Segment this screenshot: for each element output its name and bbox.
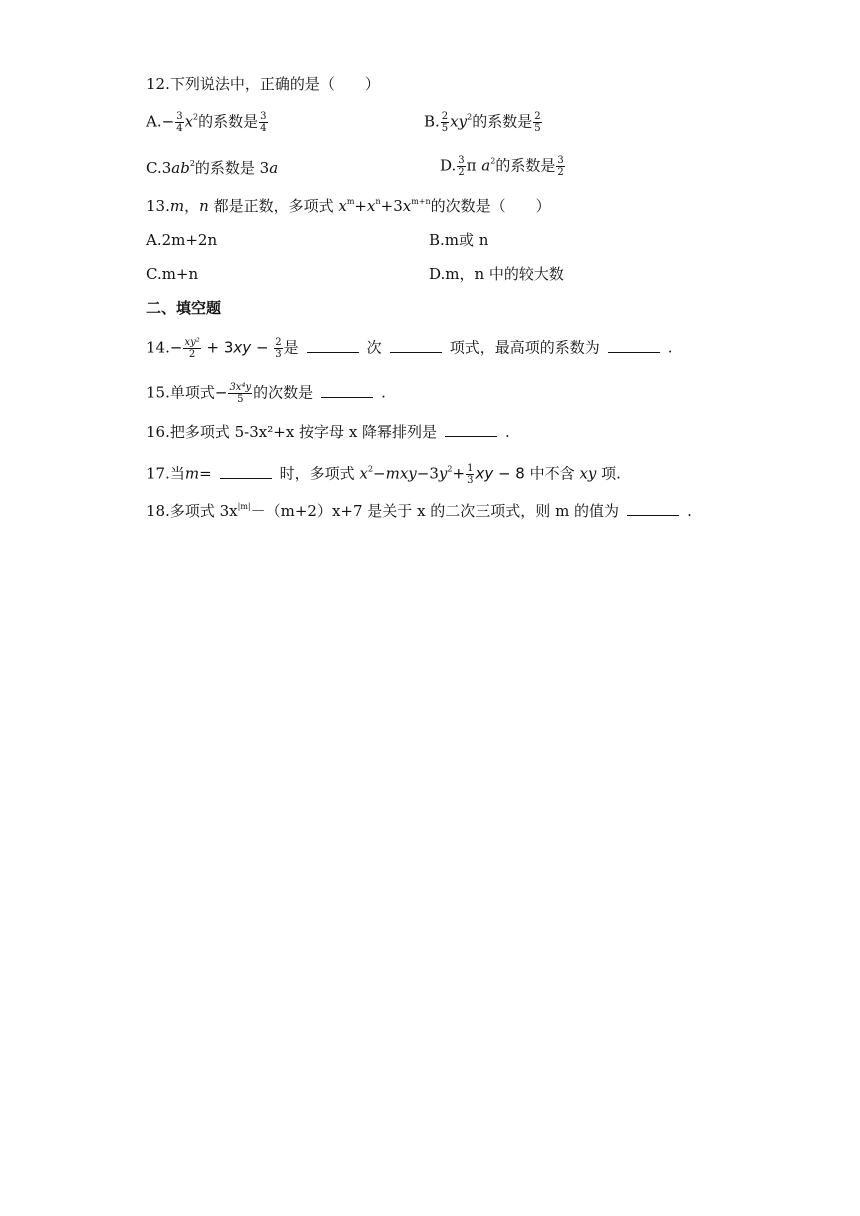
answer-blank-1[interactable]: [307, 340, 359, 353]
question-17: 17.当m= 时，多项式 $x^2-mxy-3y^2+$ $\frac{1}{3}$ xy − 8 中不含 xy 项.: [146, 463, 621, 486]
q13-option-a: A.2m+2n: [146, 231, 218, 249]
q12-option-b: B. $\frac{2}{5}$ $xy^2$的系数是 $\frac{2}{5}$: [424, 111, 541, 134]
q12-option-c: $C.3ab^2$的系数是 3a: [146, 159, 279, 177]
answer-blank-2[interactable]: [390, 340, 442, 353]
q12-option-a: A.− $\frac{3}{4}$ $x^2$的系数是 $\frac{3}{4}$: [146, 111, 267, 134]
question-16: 16.把多项式 5-3x²+x 按字母 x 降幂排列是 .: [146, 423, 510, 441]
answer-blank-6[interactable]: [220, 466, 272, 479]
question-18: 18.多项式 $3x^{|m|}-(m+2)x+7$ 是关于 x 的二次三项式，则 m 的值为 .: [146, 502, 692, 520]
q13-option-c: C.m+n: [146, 265, 199, 283]
q13-option-d: D.m，n 中的较大数: [429, 265, 564, 283]
answer-blank-7[interactable]: [627, 503, 679, 516]
q13-option-b: B.m或 n: [429, 231, 489, 249]
q12-option-d: D. $\frac{3}{2}$ π $a^2$的系数是 $\frac{3}{2}$: [440, 155, 564, 178]
question-14: 14.− $\frac{\text{xy²}}{2}$ + 3xy − $\frac{2}{3}$ 是 次 项式，最高项的系数为 .: [146, 337, 673, 360]
question-12-stem: 12.下列说法中，正确的是（ ）: [146, 75, 380, 93]
question-15: 15.单项式− $\frac{\text{3x⁴y}}{5}$ 的次数是 .: [146, 382, 386, 405]
question-13-stem: 13.m，n 都是正数，多项式 $x^m+x^n+3x^{m+n}$的次数是（ ）: [146, 197, 551, 215]
section-heading-fill-blank: 二、填空题: [146, 299, 222, 317]
answer-blank-5[interactable]: [445, 424, 497, 437]
answer-blank-4[interactable]: [321, 385, 373, 398]
answer-blank-3[interactable]: [608, 340, 660, 353]
